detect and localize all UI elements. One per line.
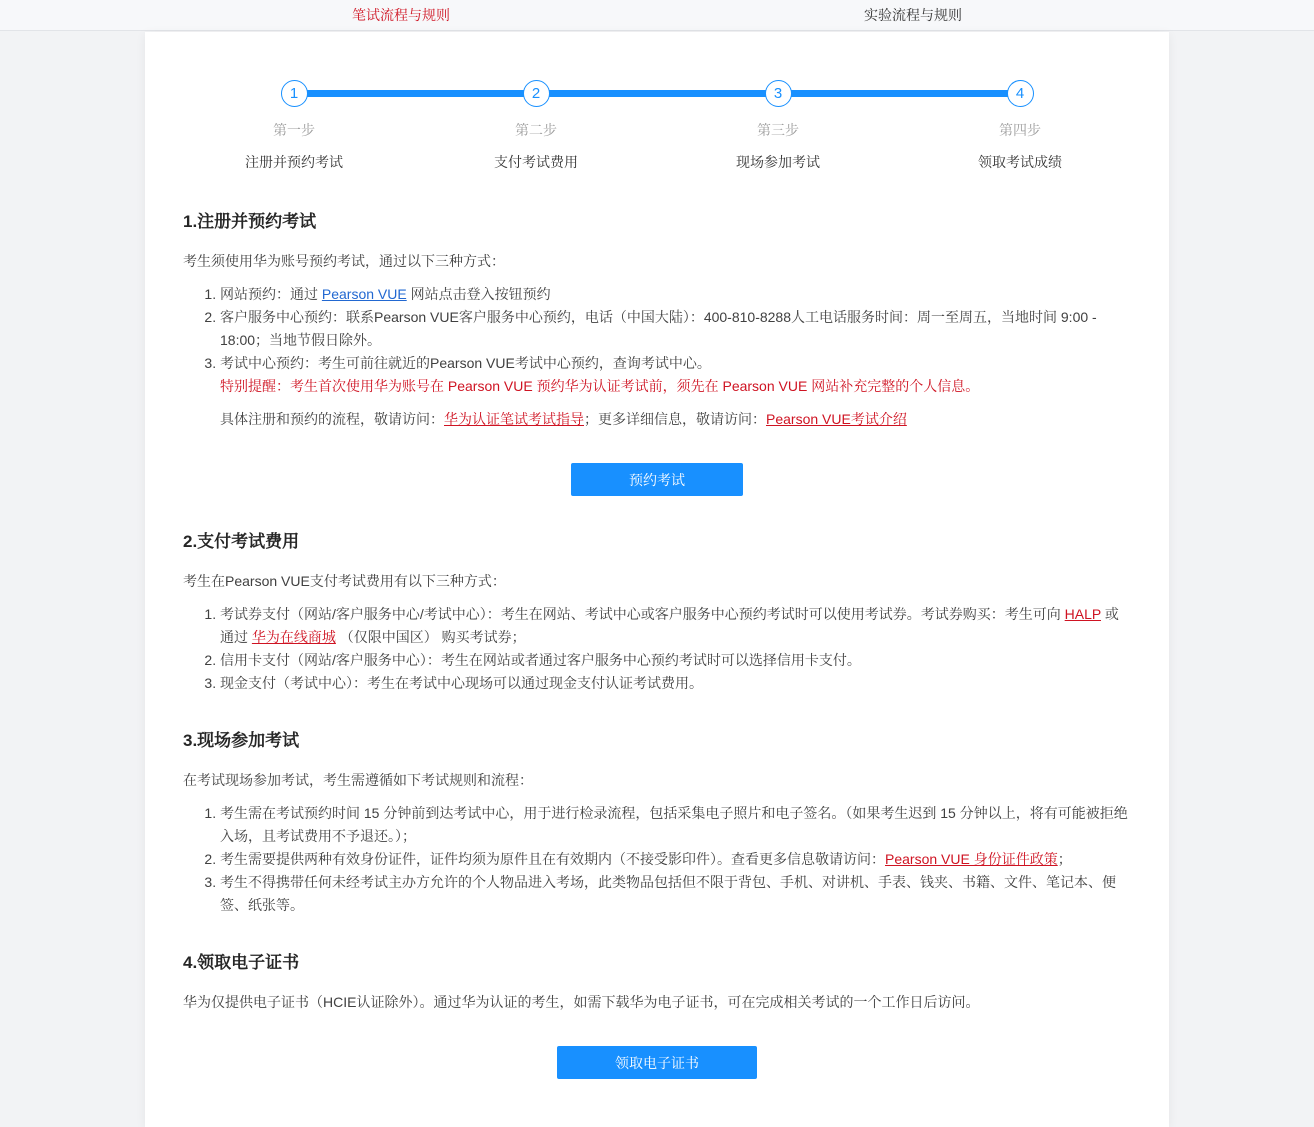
list-item: 3. 现金支付（考试中心）：考生在考试中心现场可以通过现金支付认证考试费用。 xyxy=(220,672,1131,695)
tab-lab-exam-rules[interactable]: 实验流程与规则 xyxy=(864,7,962,23)
list-item: 2. 客户服务中心预约：联系Pearson VUE客户服务中心预约，电话（中国大陆）：400-810-8288人工电话服务时间：周一至周五，当地时间 9:00 - 18:00；当地节假日除外。 xyxy=(220,306,1131,352)
section-2-list xyxy=(183,603,1131,695)
list-item: 3. 考试中心预约：考生可前往就近的Pearson VUE考试中心预约，查询考试中心。 xyxy=(220,352,1131,375)
list-item: 2. 信用卡支付（网站/客户服务中心）：考生在网站或者通过客户服务中心预约考试时可以选择信用卡支付。 xyxy=(220,649,1131,672)
halp-link[interactable]: HALP xyxy=(1064,606,1101,622)
text-segment: 或通过 xyxy=(220,606,1119,645)
list-item xyxy=(220,283,1131,306)
text-segment: 网站预约：通过 xyxy=(220,286,322,302)
step-2-label: 第二步 xyxy=(515,122,557,138)
list-item: 3. 考生不得携带任何未经考试主办方允许的个人物品进入考场，此类物品包括但不限于背包、手机、对讲机、手表、钱夹、书籍、文件、笔记本、便签、纸张等。 xyxy=(220,871,1131,917)
section-1-intro: 考生须使用华为账号预约考试，通过以下三种方式： xyxy=(183,253,505,269)
section-4-intro: 华为仅提供电子证书（HCIE认证除外）。通过华为认证的考生，如需下载华为电子证书，可在完成相关考试的一个工作日后访问。 xyxy=(183,994,980,1010)
section-1-title: 1.注册并预约考试 xyxy=(183,212,317,231)
text-segment: ； xyxy=(1057,851,1072,867)
step-2-name: 支付考试费用 xyxy=(494,154,578,170)
step-3-name: 现场参加考试 xyxy=(736,154,820,170)
exam-process-stepper xyxy=(145,80,1169,172)
more-info-line xyxy=(220,408,1131,431)
section-3-title: 3.现场参加考试 xyxy=(183,731,300,750)
text-segment: ；更多详细信息，敬请访问： xyxy=(584,411,766,427)
step-2 xyxy=(415,80,657,172)
list-item xyxy=(220,848,1131,871)
written-exam-guide-link[interactable]: 华为认证笔试考试指导 xyxy=(444,411,584,427)
text-segment: 具体注册和预约的流程，敬请访问： xyxy=(220,411,444,427)
step-4 xyxy=(899,80,1141,172)
text-segment: （仅限中国区） 购买考试券； xyxy=(335,629,526,645)
list-item xyxy=(220,603,1131,649)
book-exam-button[interactable]: 预约考试 xyxy=(571,463,743,496)
section-1-extra xyxy=(220,375,1131,431)
step-2-circle: 2 xyxy=(523,80,550,107)
section-2-title: 2.支付考试费用 xyxy=(183,532,300,551)
step-3-label: 第三步 xyxy=(757,122,799,138)
huawei-online-store-link[interactable]: 华为在线商城 xyxy=(251,629,336,645)
step-3 xyxy=(657,80,899,172)
step-1 xyxy=(173,80,415,172)
section-3-list xyxy=(183,802,1131,917)
rules-content xyxy=(145,210,1169,1079)
step-4-name: 领取考试成绩 xyxy=(978,154,1062,170)
step-1-label: 第一步 xyxy=(273,122,315,138)
step-1-name: 注册并预约考试 xyxy=(245,154,343,170)
tab-written-exam-rules[interactable]: 笔试流程与规则 xyxy=(352,7,450,23)
pearson-vue-exam-intro-link[interactable]: Pearson VUE考试介绍 xyxy=(766,411,907,427)
text-segment: 考试券支付（网站/客户服务中心/考试中心）：考生在网站、考试中心或客户服务中心预约考试时可以使用考试券。考试券购买：考生可向 xyxy=(220,606,1065,622)
section-3-intro: 在考试现场参加考试，考生需遵循如下考试规则和流程： xyxy=(183,772,533,788)
tab-row xyxy=(145,0,1169,30)
step-row xyxy=(173,80,1141,172)
top-tab-bar xyxy=(0,0,1314,31)
list-item: 1. 考生需在考试预约时间 15 分钟前到达考试中心，用于进行检录流程，包括采集电子照片和电子签名。（如果考生迟到 15 分钟以上，将有可能被拒绝入场，且考试费用不予退还。）； xyxy=(220,802,1131,848)
section-4-title: 4.领取电子证书 xyxy=(183,953,300,972)
pearson-vue-link[interactable]: Pearson VUE xyxy=(321,286,407,302)
special-reminder-text: 特别提醒：考生首次使用华为账号在 Pearson VUE 预约华为认证考试前，须先在 Pearson VUE 网站补充完整的个人信息。 xyxy=(220,378,980,394)
text-segment: 网站点击登入按钮预约 xyxy=(406,286,551,302)
step-1-circle: 1 xyxy=(281,80,308,107)
section-1-list xyxy=(183,283,1131,375)
text-segment: 考生需要提供两种有效身份证件，证件均须为原件且在有效期内（不接受影印件）。查看更多信息敬请访问： xyxy=(220,851,885,867)
step-4-circle: 4 xyxy=(1007,80,1034,107)
content-card xyxy=(145,32,1169,1127)
section-2-intro: 考生在Pearson VUE支付考试费用有以下三种方式： xyxy=(183,573,506,589)
step-3-circle: 3 xyxy=(765,80,792,107)
step-4-label: 第四步 xyxy=(999,122,1041,138)
id-policy-link[interactable]: Pearson VUE 身份证件政策 xyxy=(885,851,1058,867)
get-certificate-button[interactable]: 领取电子证书 xyxy=(557,1046,757,1079)
